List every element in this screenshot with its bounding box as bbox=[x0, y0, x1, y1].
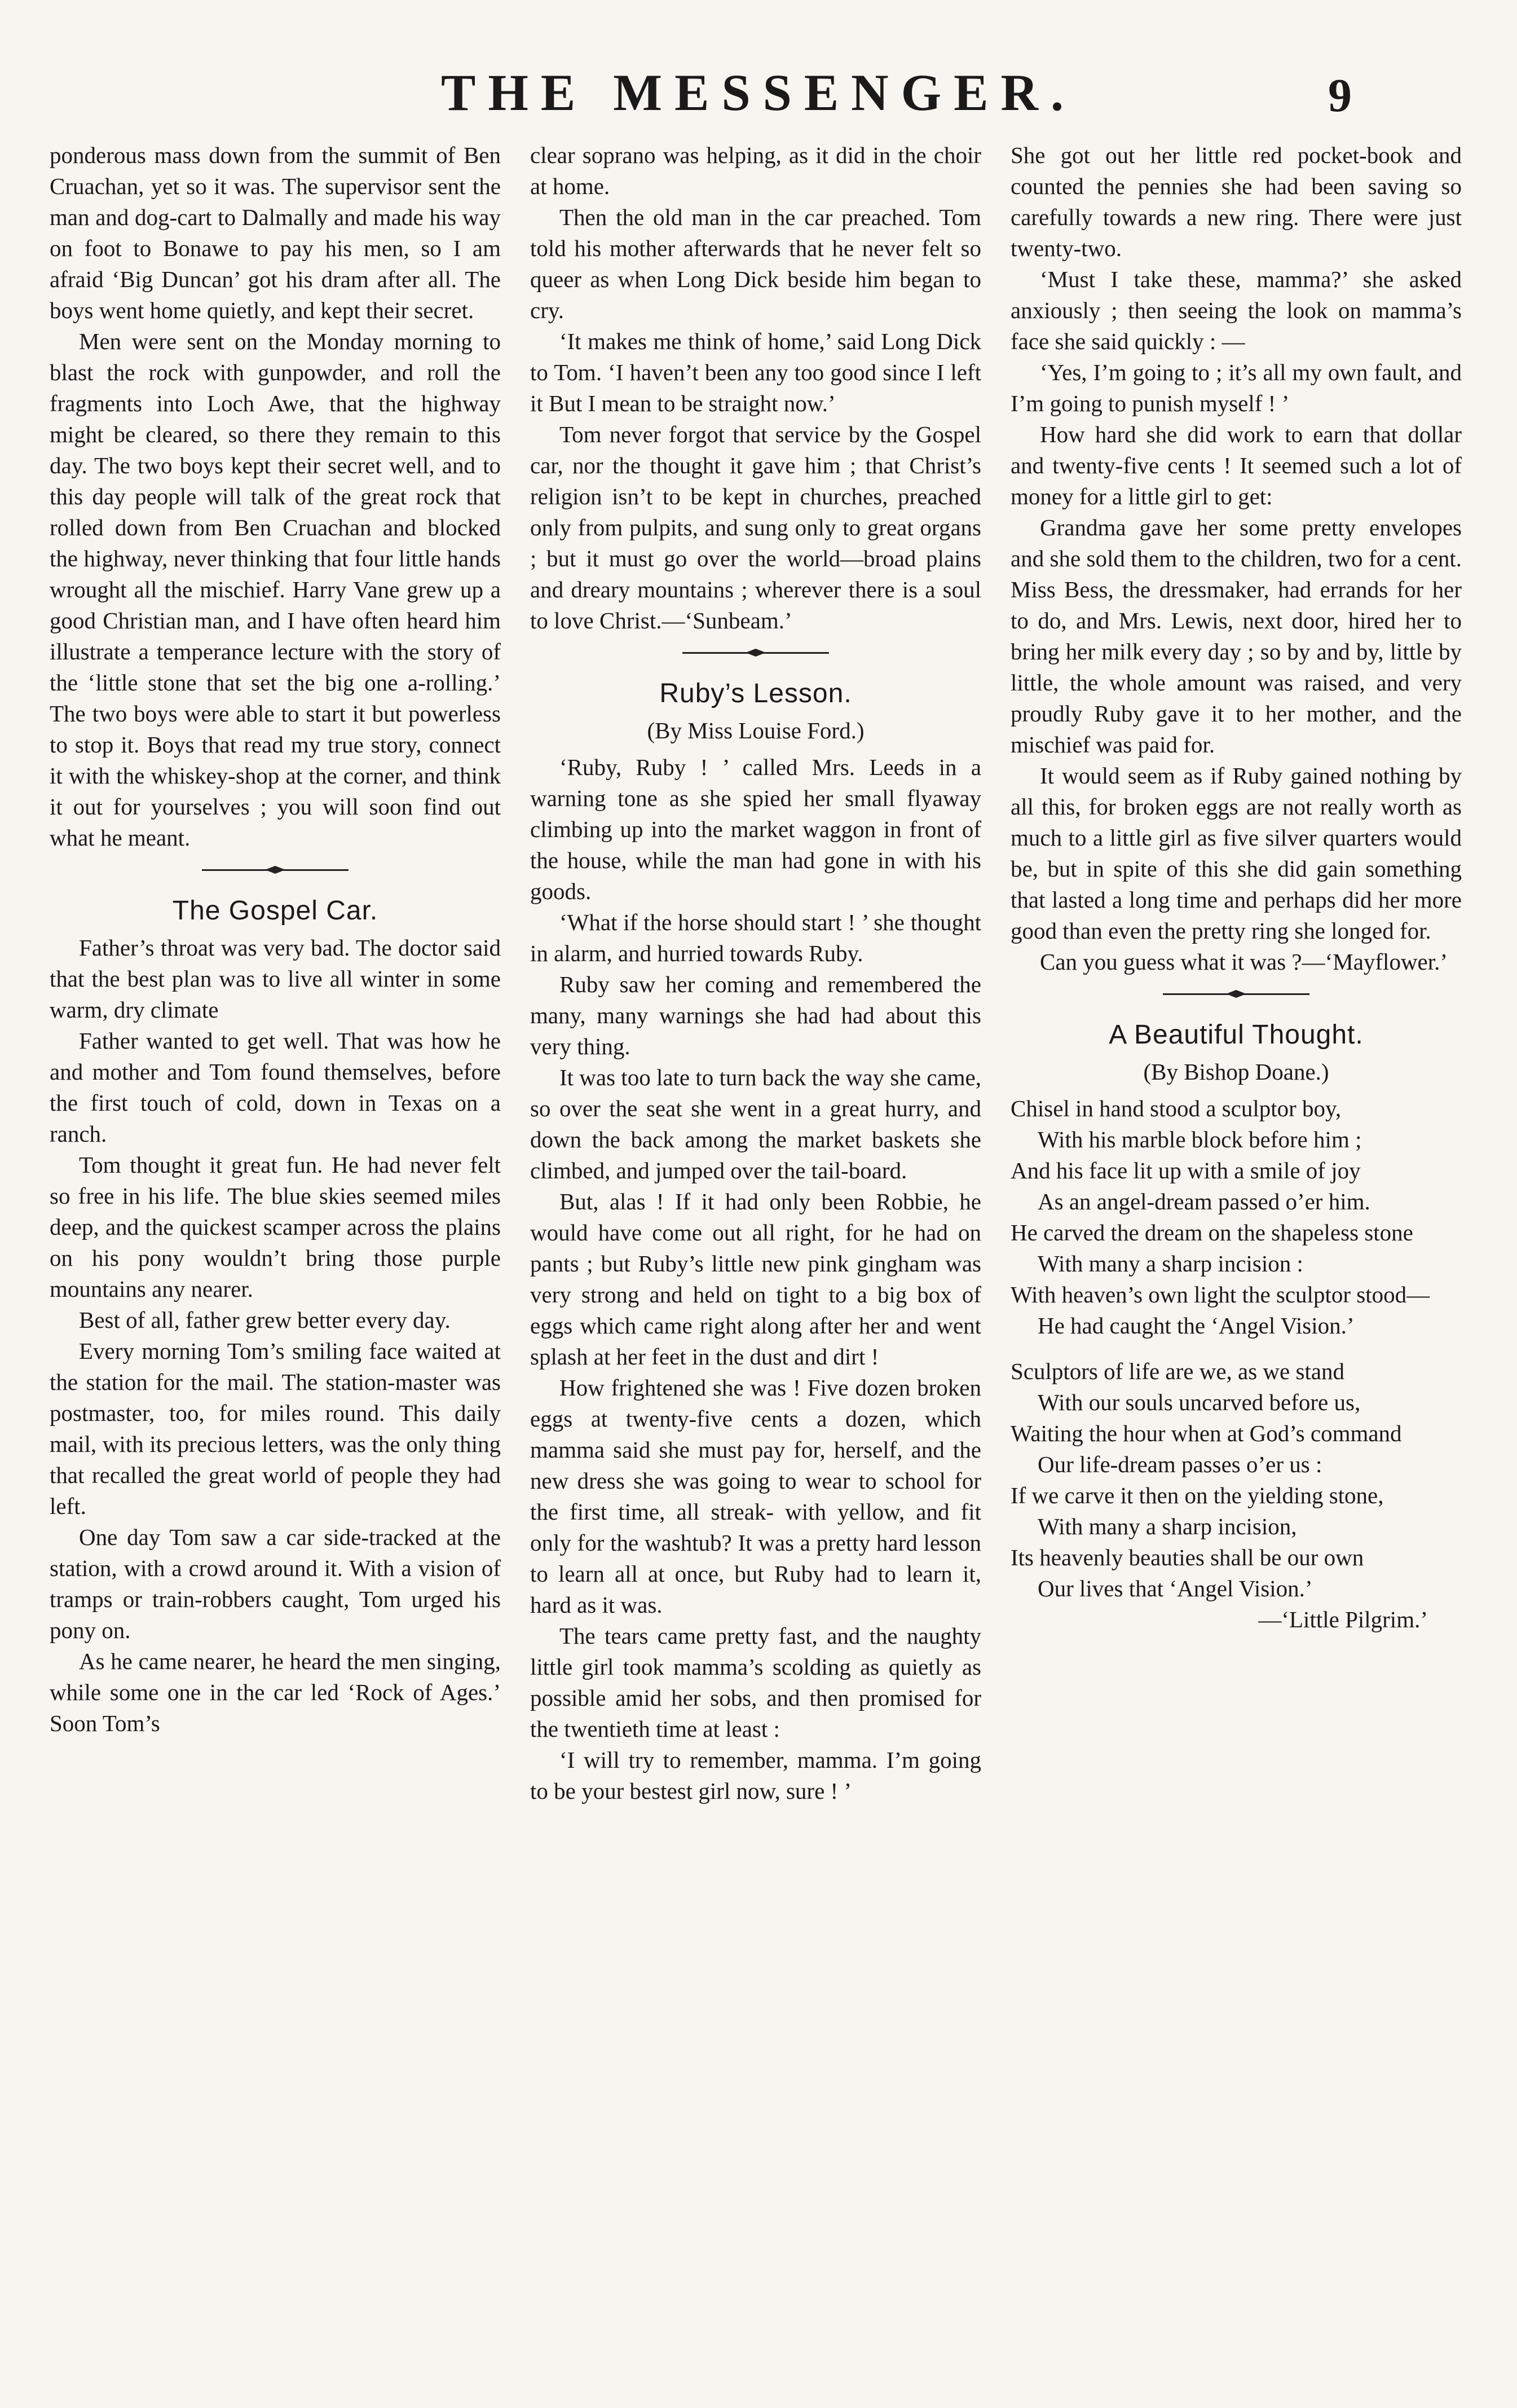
article-paragraph: ‘Must I take these, mamma?’ she asked anxiously ; then seeing the look on mamma’s face she said quickly : — bbox=[1011, 266, 1462, 354]
article-title: Ruby’s Lesson. bbox=[659, 679, 852, 708]
article-paragraph: One day Tom saw a car side-tracked at the station, with a crowd around it. With a vision of tramps or train-robbers caught, Tom urged his pony on. bbox=[50, 1524, 501, 1643]
story-paragraph: Men were sent on the Monday morning to blast the rock with gunpowder, and roll the fragments into Loch Awe, that the highway might be cleared, so there they remain to this day. The two boys kept their secret well, and to this day people will talk of the great rock that rolled down from Ben Cruachan and blocked the highway, never thinking that four little hands wrought all the mischief. Harry Vane grew up a good Christian man, and I have often heard him illustrate a temperance lecture with the story of the ‘little stone that set the big one a-rolling.’ The two boys were able to start it but powerless to stop it. Boys that read my true story, connect it with the whiskey-shop at the corner, and think it out for yourselves ; you will soon find out what he meant. bbox=[50, 328, 501, 851]
article-paragraph: How frightened she was ! Five dozen broken eggs at twenty-five cents a dozen, which mamma said she must pay for, herself, and the new dress she was going to wear to school for the first time, all streak- with yellow, and fit only for the washtub? It was a pretty hard lesson to learn all at once, but Ruby had to learn it, hard as it was. bbox=[530, 1375, 981, 1618]
poem-line: With many a sharp incision : bbox=[1038, 1251, 1303, 1276]
article-paragraph: clear soprano was helping, as it did in the choir at home. bbox=[530, 142, 981, 199]
poem-line: With our souls uncarved before us, bbox=[1038, 1389, 1361, 1415]
masthead: THE MESSENGER. bbox=[441, 64, 1076, 121]
column-2 bbox=[530, 140, 981, 1807]
column-1 bbox=[50, 140, 501, 1739]
article-paragraph: But, alas ! If it had only been Robbie, he would have come out all right, for he had on pants ; but Ruby’s little new pink gingham was very strong and held on tight to a big box of eggs which came right along after her and went splash at her feet in the dust and dirt ! bbox=[530, 1188, 981, 1370]
article-paragraph: Can you guess what it was ?—‘Mayflower.’ bbox=[1040, 949, 1448, 975]
article-paragraph: ‘I will try to remember, mamma. I’m going to be your bestest girl now, sure ! ’ bbox=[530, 1747, 981, 1804]
article-paragraph: Best of all, father grew better every day. bbox=[79, 1307, 451, 1333]
page-number: 9 bbox=[1328, 69, 1352, 122]
article-paragraph: It was too late to turn back the way she came, so over the seat she went in a great hurry, and down the back among the market baskets she climbed, and jumped over the tail-board. bbox=[530, 1064, 981, 1183]
article-paragraph: The tears came pretty fast, and the naughty little girl took mamma’s scolding as quietly as possible amid her sobs, and then promised for the twentieth time at least : bbox=[530, 1623, 981, 1742]
article-byline: (By Miss Louise Ford.) bbox=[647, 717, 865, 743]
article-paragraph: Tom never forgot that service by the Gospel car, nor the thought it gave him ; that Christ’s religion isn’t to be kept in churches, preached only from pulpits, and sung only to great organs ; but it must go over the world—broad plains and dreary mountains ; wherever there is a soul to love Christ.—‘Sunbeam.’ bbox=[530, 421, 981, 633]
poem-line: If we carve it then on the yielding stone, bbox=[1011, 1482, 1384, 1508]
poem-byline: (By Bishop Doane.) bbox=[1143, 1059, 1329, 1085]
poem-line: With his marble block before him ; bbox=[1038, 1126, 1362, 1152]
poem-line: He carved the dream on the shapeless stone bbox=[1011, 1220, 1413, 1245]
poem-line: Our lives that ‘Angel Vision.’ bbox=[1038, 1575, 1313, 1601]
article-paragraph: Father’s throat was very bad. The doctor said that the best plan was to live all winter in some warm, dry climate bbox=[50, 935, 501, 1023]
article-paragraph: Tom thought it great fun. He had never felt so free in his life. The blue skies seemed miles deep, and the quickest scamper across the plains on his pony wouldn’t bring those purple mountains any nearer. bbox=[50, 1152, 501, 1302]
article-paragraph: Grandma gave her some pretty envelopes and she sold them to the children, two for a cent. Miss Bess, the dressmaker, had errands for her to do, and Mrs. Lewis, next door, hired her to bring her milk every day ; so by and by, little by little, the whole amount was raised, and very proudly Ruby gave it to her mother, and the mischief was paid for. bbox=[1011, 514, 1462, 758]
poem-line: With many a sharp incision, bbox=[1038, 1513, 1297, 1539]
article-paragraph: She got out her little red pocket-book and counted the pennies she had been saving so carefully towards a new ring. There were just twenty-two. bbox=[1011, 142, 1462, 261]
poem-credit: —‘Little Pilgrim.’ bbox=[1258, 1606, 1428, 1632]
article-paragraph: As he came nearer, he heard the men singing, while some one in the car led ‘Rock of Ages.’ Soon Tom’s bbox=[50, 1648, 501, 1736]
article-paragraph: Every morning Tom’s smiling face waited at the station for the mail. The station-master was postmaster, too, for miles round. This daily mail, with its precious letters, was the only thing that recalled the great world of people they had left. bbox=[50, 1338, 501, 1519]
poem-line: Waiting the hour when at God’s command bbox=[1011, 1420, 1402, 1446]
poem-title: A Beautiful Thought. bbox=[1109, 1020, 1364, 1050]
article-paragraph: It would seem as if Ruby gained nothing by all this, for broken eggs are not really worth as much to a little girl as five silver quarters would be, but in spite of this she did gain something that lasted a long time and perhaps did her more good than even the pretty ring she longed for. bbox=[1011, 763, 1462, 944]
article-paragraph: Father wanted to get well. That was how he and mother and Tom found themselves, before the first touch of cold, down in Texas on a ranch. bbox=[50, 1028, 501, 1147]
article-title: The Gospel Car. bbox=[172, 896, 378, 926]
poem-stanza-1 bbox=[1011, 1093, 1462, 1341]
article-paragraph: ‘What if the horse should start ! ’ she thought in alarm, and hurried towards Ruby. bbox=[530, 909, 981, 966]
story-paragraph: ponderous mass down from the summit of Ben Cruachan, yet so it was. The supervisor sent the man and dog-cart to Dalmally and made his way on foot to Bonawe to pay his men, so I am afraid ‘Big Duncan’ got his dram after all. The boys went home quietly, and kept their secret. bbox=[50, 142, 501, 323]
poem-line: And his face lit up with a smile of joy bbox=[1011, 1157, 1361, 1183]
section-divider bbox=[682, 649, 829, 657]
poem-line: As an angel-dream passed o’er him. bbox=[1038, 1188, 1370, 1214]
article-paragraph: ‘Yes, I’m going to ; it’s all my own fault, and I’m going to punish myself ! ’ bbox=[1011, 359, 1462, 416]
poem-line: Chisel in hand stood a sculptor boy, bbox=[1011, 1095, 1342, 1121]
poem-line: He had caught the ‘Angel Vision.’ bbox=[1038, 1313, 1355, 1339]
poem-line: Its heavenly beauties shall be our own bbox=[1011, 1544, 1364, 1570]
article-paragraph: ‘Ruby, Ruby ! ’ called Mrs. Leeds in a warning tone as she spied her small flyaway climbing up into the market waggon in front of the house, while the man had gone in with his goods. bbox=[530, 754, 981, 904]
article-paragraph: Then the old man in the car preached. Tom told his mother afterwards that he never felt so queer as when Long Dick beside him began to cry. bbox=[530, 204, 981, 323]
poem-line: Sculptors of life are we, as we stand bbox=[1011, 1358, 1345, 1384]
column-3 bbox=[1011, 140, 1462, 1635]
section-divider bbox=[202, 866, 349, 874]
article-paragraph: Ruby saw her coming and remembered the many, many warnings she had had about this very thing. bbox=[530, 971, 981, 1059]
article-paragraph: ‘It makes me think of home,’ said Long Dick to Tom. ‘I haven’t been any too good since I left it But I mean to be straight now.’ bbox=[530, 328, 981, 416]
poem-line: Our life-dream passes o’er us : bbox=[1038, 1451, 1322, 1477]
section-divider bbox=[1163, 990, 1309, 998]
article-paragraph: How hard she did work to earn that dollar and twenty-five cents ! It seemed such a lot of money for a little girl to get: bbox=[1011, 421, 1462, 509]
poem-line: With heaven’s own light the sculptor stood— bbox=[1011, 1282, 1430, 1308]
poem-stanza-2 bbox=[1011, 1356, 1462, 1604]
